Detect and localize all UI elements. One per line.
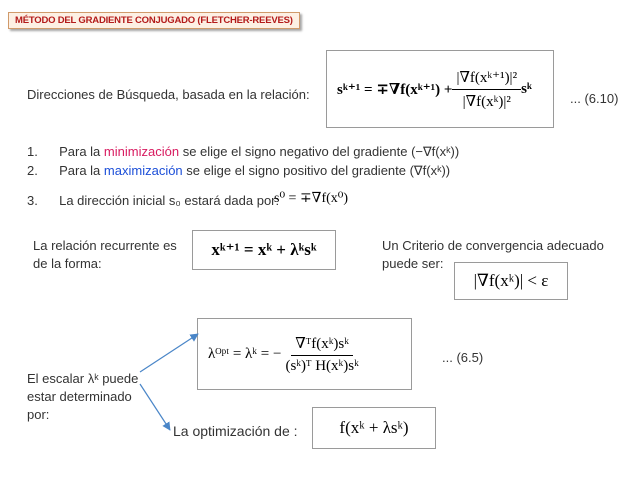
item1-pre: Para la [59, 144, 101, 159]
arrow-to-optimization [140, 384, 170, 430]
item2-keyword: maximización [103, 163, 183, 178]
optimization-equation [312, 407, 436, 449]
eq610-lhs: sᵏ⁺¹ = ∓∇f(xᵏ⁺¹) + [337, 81, 453, 98]
eq610-denominator: |∇f(xᵏ)|² [462, 93, 511, 110]
eq65-numerator: ∇ᵀf(xᵏ)sᵏ [291, 334, 353, 356]
eq65-reference: ... (6.5) [442, 350, 484, 365]
item2-number: 2. [27, 163, 38, 178]
item1-number: 1. [27, 144, 38, 159]
convergence-label: Un Criterio de convergencia adecuado puede ser: [382, 238, 604, 271]
eq610-tail: sᵏ [521, 80, 532, 97]
eq65-lhs: λᴼᵖᵗ = λᵏ = − [208, 345, 282, 362]
initial-direction-equation: s⁰ = ∓∇f(x⁰) [274, 191, 349, 206]
eq610-numerator: |∇f(xᵏ⁺¹)|² [452, 68, 521, 90]
arrow-to-lambda [140, 334, 198, 372]
item3-number: 3. [27, 193, 38, 208]
recurrence-formula: xᵏ⁺¹ = xᵏ + λᵏsᵏ [211, 240, 317, 259]
item2-pre: Para la [59, 163, 101, 178]
item1-keyword: minimización [103, 144, 180, 159]
eq610-reference: ... (6.10) [570, 91, 619, 106]
scalar-label: El escalar λᵏ puede estar determinado por: [27, 371, 139, 422]
item2-post: se elige el signo positivo del gradiente (∇f(xᵏ)) [186, 163, 451, 178]
convergence-formula: |∇f(xᵏ)| < ε [473, 271, 549, 290]
page-title: MÉTODO DEL GRADIENTE CONJUGADO (FLETCHER-REEVES) [8, 12, 300, 29]
optimization-formula: f(xᵏ + λsᵏ) [339, 418, 409, 437]
item3-text: La dirección inicial s₀ estará dada por: [59, 193, 280, 208]
item1-post: se elige el signo negativo del gradiente (−∇f(xᵏ)) [182, 144, 460, 159]
recurrence-label: La relación recurrente es de la forma: [33, 238, 177, 271]
optimization-label: La optimización de : [173, 423, 298, 439]
search-directions-label: Direcciones de Búsqueda, basada en la relación: [27, 87, 310, 102]
eq65-denominator: (sᵏ)ᵀ H(xᵏ)sᵏ [285, 357, 359, 374]
